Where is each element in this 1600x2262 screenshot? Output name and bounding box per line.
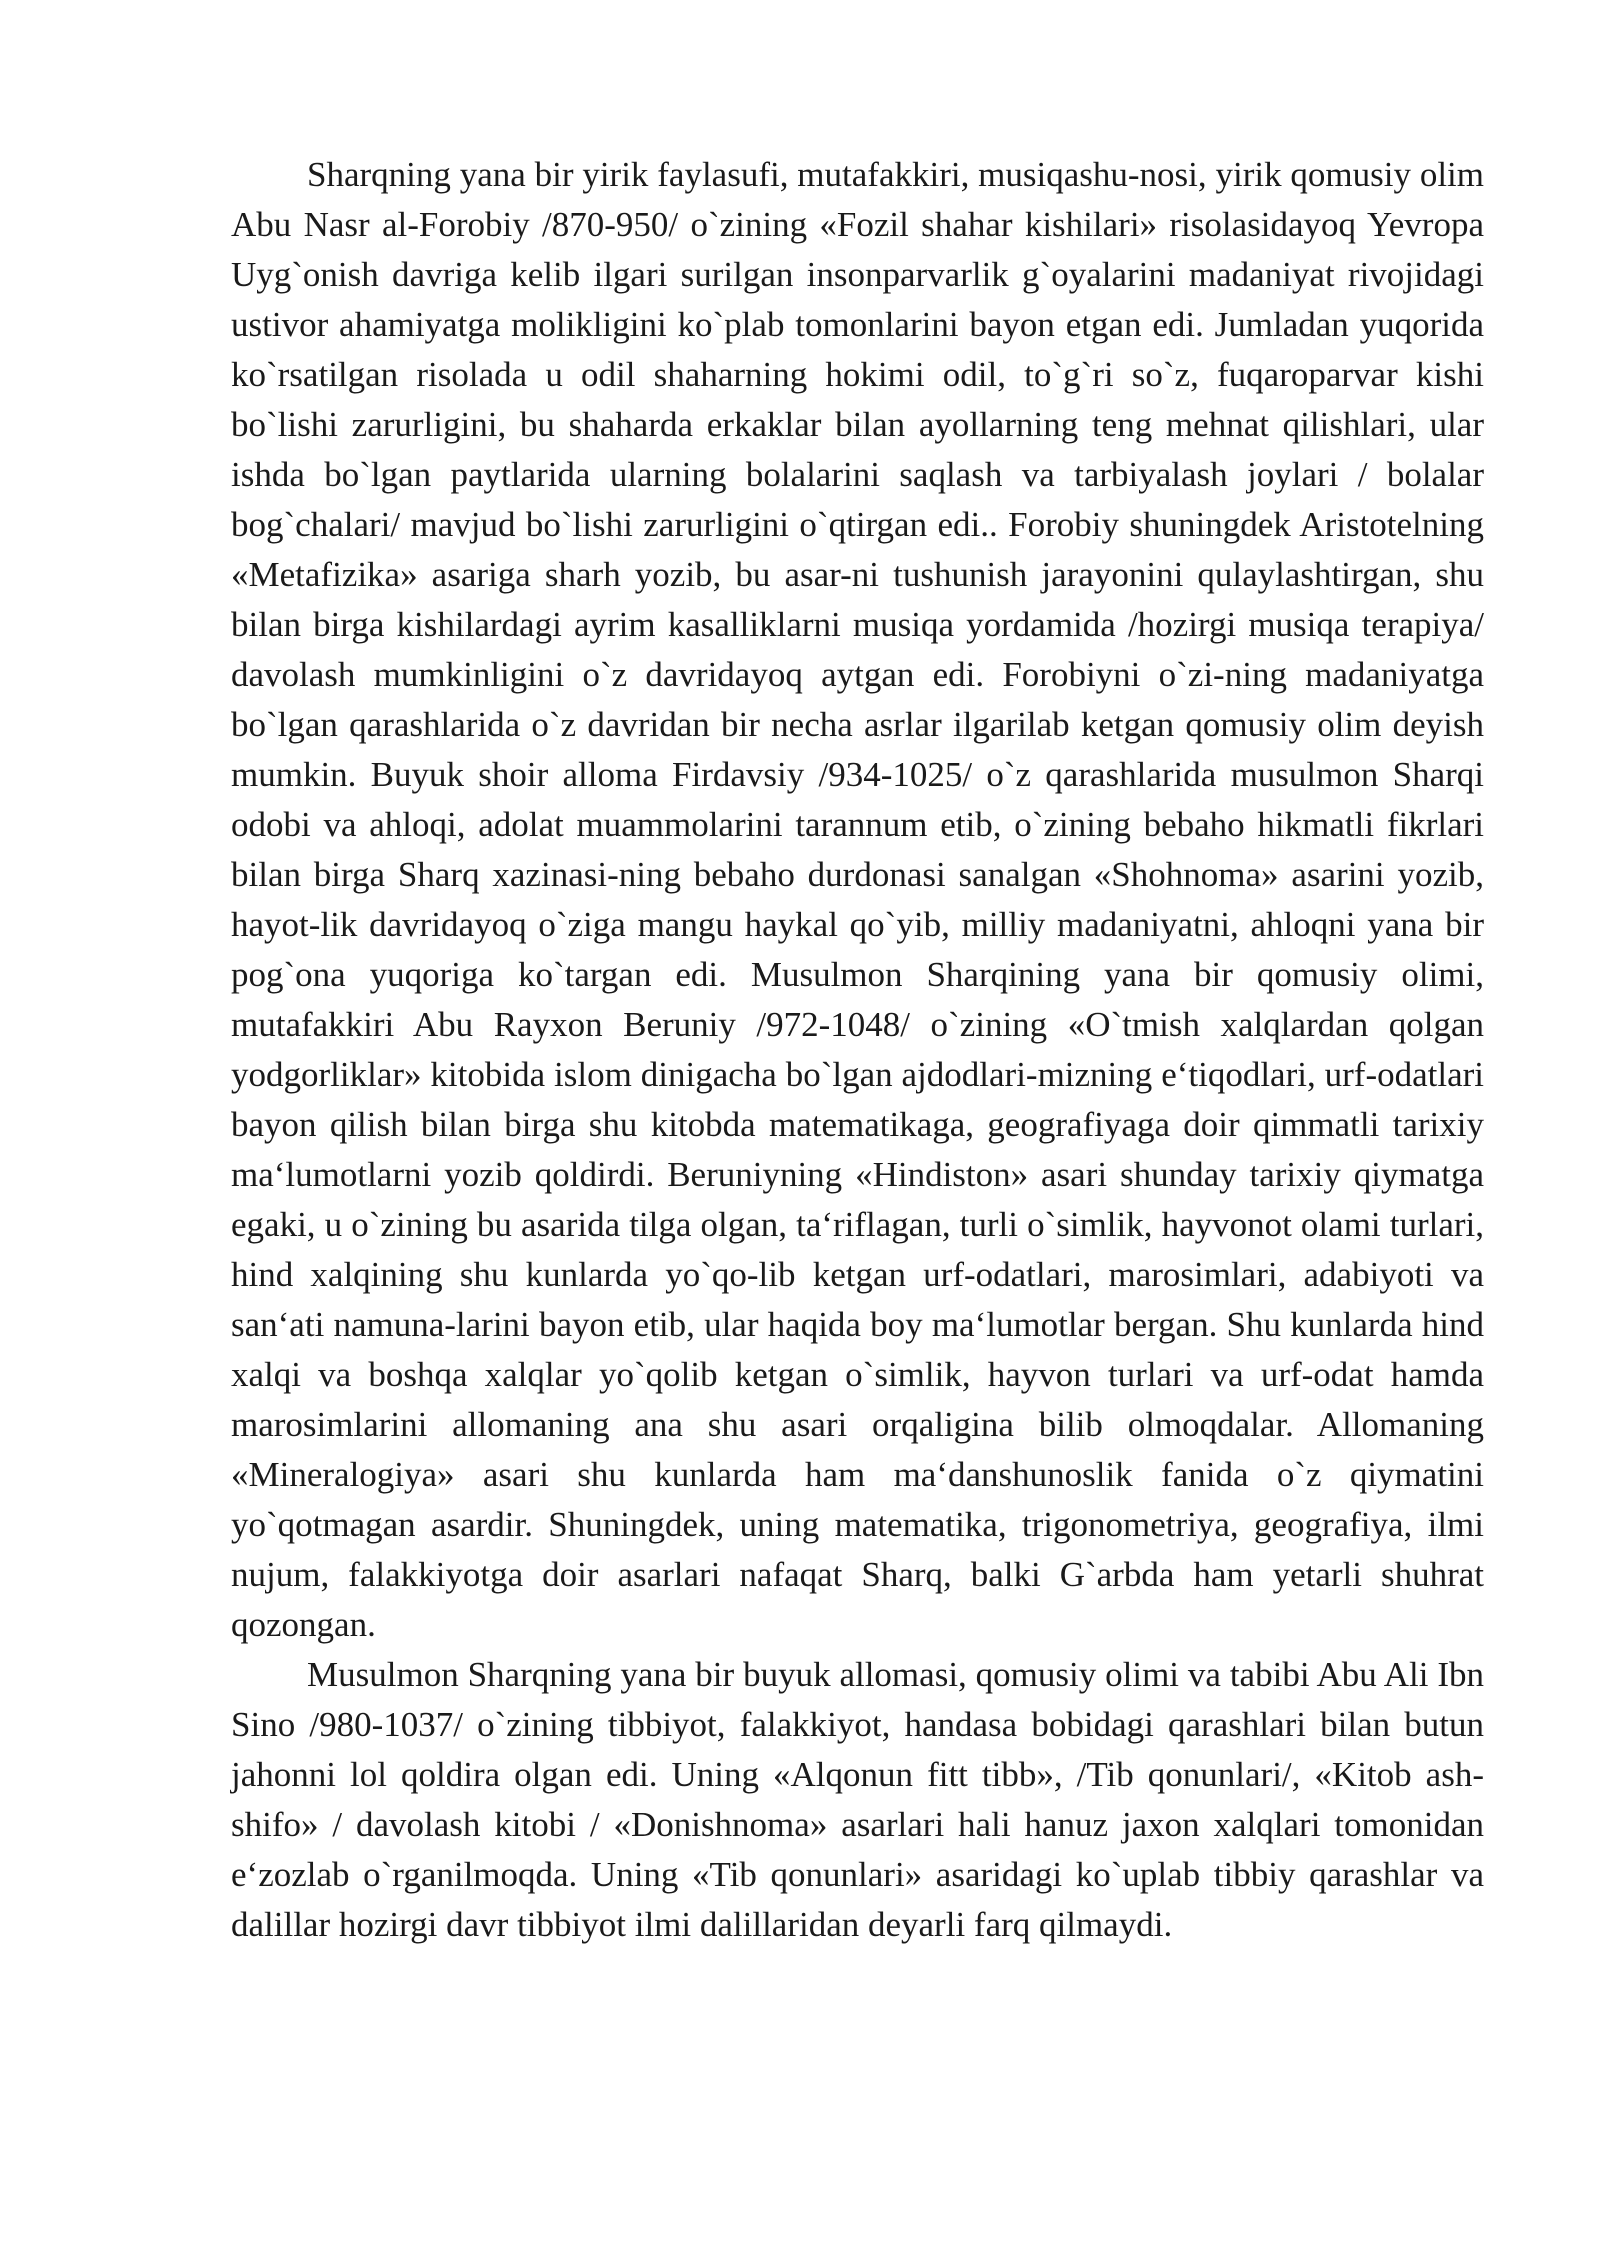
paragraph-1: Sharqning yana bir yirik faylasufi, mutafakkiri, musiqashu-nosi, yirik qomusiy olim Abu Nasr al-Forobiy /870-950/ o`zining «Fozil shahar kishilari» risolasidayoq Yevropa Uyg`onish davriga kelib ilgari surilgan insonparvarlik g`oyalarini madaniyat rivojidagi ustivor ahamiyatga molikligini ko`plab tomonlarini bayon etgan edi. Jumladan yuqorida ko`rsatilgan risolada u odil shaharning hokimi odil, to`g`ri so`z, fuqaroparvar kishi bo`lishi zarurligini, bu shaharda erkaklar bilan ayollarning teng mehnat qilishlari, ular ishda bo`lgan paytlarida ularning bolalarini saqlash va tarbiyalash joylari / bolalar bog`chalari/ mavjud bo`lishi zarurligini o`qtirgan edi.. Forobiy shuningdek Aristotelning «Metafizika» asariga sharh yozib, bu asar-ni tushunish jarayonini qulaylashtirgan, shu bilan birga kishilardagi ayrim kasalliklarni musiqa yordamida /hozirgi musiqa terapiya/ davolash mumkinligini o`z davridayoq aytgan edi. Forobiyni o`zi-ning madaniyatga bo`lgan qarashlarida o`z davridan bir necha asrlar ilgarilab ketgan qomusiy olim deyish mumkin. Buyuk shoir alloma Firdavsiy /934-1025/ o`z qarashlarida musulmon Sharqi odobi va ahloqi, adolat muammolarini tarannum etib, o`zining bebaho hikmatli fikrlari bilan birga Sharq xazinasi-ning bebaho durdonasi sanalgan «Shohnoma» asarini yozib, hayot-lik davridayoq o`ziga mangu haykal qo`yib, milliy madaniyatni, ahloqni yana bir pog`ona yuqoriga ko`targan edi. Musulmon Sharqining yana bir qomusiy olimi, mutafakkiri Abu Rayxon Beruniy /972-1048/ o`zining «O`tmish xalqlardan qolgan yodgorliklar» kitobida islom dinigacha bo`lgan ajdodlari-mizning e‘tiqodlari, urf-odatlari bayon qilish bilan birga shu kitobda matematikaga, geografiyaga doir qimmatli tarixiy ma‘lumotlarni yozib qoldirdi. Beruniyning «Hindiston» asari shunday tarixiy qiymatga egaki, u o`zining bu asarida tilga olgan, ta‘riflagan, turli o`simlik, hayvonot olami turlari, hind xalqining shu kunlarda yo`qo-lib ketgan urf-odatlari, marosimlari, adabiyoti va san‘ati namuna-larini bayon etib, ular haqida boy ma‘lumotlar bergan. Shu kunlarda hind xalqi va boshqa xalqlar yo`qolib ketgan o`simlik, hayvon turlari va urf-odat hamda marosimlarini allomaning ana shu asari orqaligina bilib olmoqdalar. Allomaning «Mineralogiya» asari shu kunlarda ham ma‘danshunoslik fanida o`z qiymatini yo`qotmagan asardir. Shuningdek, uning matematika, trigonometriya, geografiya, ilmi nujum, falakkiyotga doir asarlari nafaqat Sharq, balki G`arbda ham yetarli shuhrat qozongan. (231, 155, 1484, 1644)
paragraph-2: Musulmon Sharqning yana bir buyuk allomasi, qomusiy olimi va tabibi Abu Ali Ibn Sino /980-1037/ o`zining tibbiyot, falakkiyot, handasa bobidagi qarashlari bilan butun jahonni lol qoldira olgan edi. Uning «Alqonun fitt tibb», /Tib qonunlari/, «Kitob ash-shifo» / davolash kitobi / «Donishnoma» asarlari hali hanuz jaxon xalqlari tomonidan e‘zozlab o`rganilmoqda. Uning «Tib qonunlari» asaridagi ko`uplab tibbiy qarashlar va dalillar hozirgi davr tibbiyot ilmi dalillaridan deyarli farq qilmaydi. (231, 1655, 1484, 1944)
document-body (231, 150, 1484, 1950)
